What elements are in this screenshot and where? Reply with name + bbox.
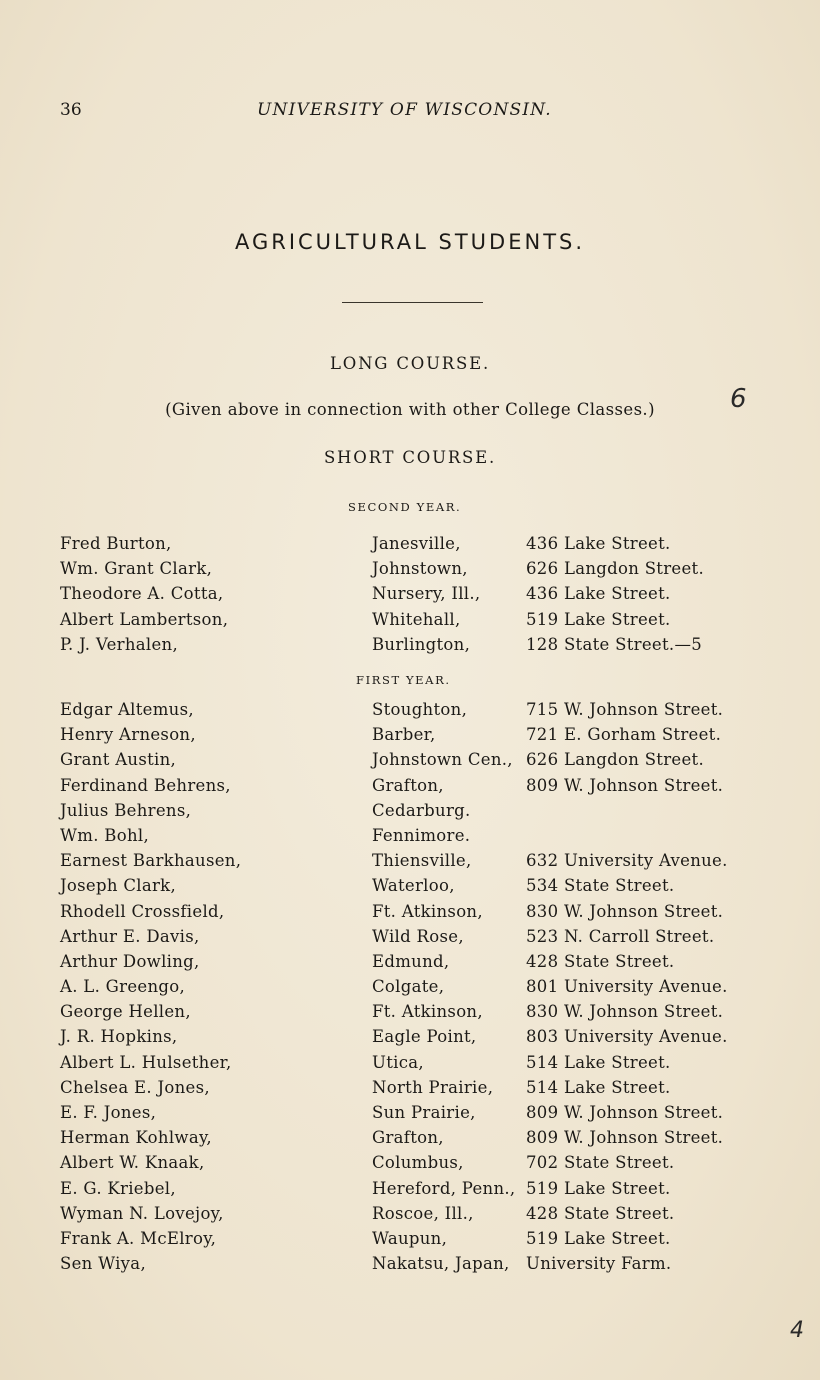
list-item <box>0 1128 820 1153</box>
student-town: Sun Prairie, <box>372 1103 476 1122</box>
student-town: Johnstown Cen., <box>372 750 513 770</box>
list-item <box>0 1103 820 1128</box>
student-name: Albert Lambertson, <box>60 609 229 629</box>
list-item <box>0 1078 820 1103</box>
student-address: 809 W. Johnson Street. <box>526 775 724 795</box>
list-item <box>0 1229 820 1254</box>
student-name: Albert L. Hulsether, <box>60 1052 232 1072</box>
student-address: 428 State Street. <box>526 1203 675 1223</box>
student-name: Chelsea E. Jones, <box>60 1077 210 1097</box>
student-address: 519 Lake Street. <box>526 1228 671 1248</box>
student-name: Rhodell Crossfield, <box>60 901 225 921</box>
margin-mark-bottom: 4 <box>790 1318 804 1343</box>
student-town: Columbus, <box>372 1153 464 1173</box>
student-town: Utica, <box>372 1052 424 1072</box>
student-address: 428 State Street. <box>526 951 675 971</box>
student-name: Wm. Bohl, <box>60 825 150 845</box>
student-town: North Prairie, <box>372 1077 494 1097</box>
student-address: 632 University Avenue. <box>526 851 728 871</box>
student-name: E. G. Kriebel, <box>60 1178 176 1198</box>
student-town: Barber, <box>372 725 436 745</box>
student-address: 830 W. Johnson Street. <box>526 901 724 921</box>
list-item <box>0 826 820 851</box>
student-town: Grafton, <box>372 775 444 795</box>
student-name: Joseph Clark, <box>60 876 176 896</box>
student-town: Roscoe, Ill., <box>372 1203 474 1223</box>
student-address: University Farm. <box>526 1254 672 1274</box>
student-town: Colgate, <box>372 977 445 997</box>
student-town: Nursery, Ill., <box>372 584 481 604</box>
student-address: 523 N. Carroll Street. <box>526 926 715 946</box>
list-item <box>0 700 820 725</box>
student-name: Herman Kohlway, <box>60 1128 212 1148</box>
student-town: Burlington, <box>372 634 471 654</box>
student-name: Henry Arneson, <box>60 725 196 745</box>
student-town: Ft. Atkinson, <box>372 1002 483 1022</box>
list-item <box>0 1179 820 1204</box>
list-item <box>0 1002 820 1027</box>
student-town: Wild Rose, <box>372 926 464 946</box>
list-item <box>0 977 820 1002</box>
student-name: Arthur Dowling, <box>60 951 200 971</box>
student-name: Ferdinand Behrens, <box>60 775 231 795</box>
student-name: George Hellen, <box>60 1002 191 1022</box>
student-town: Ft. Atkinson, <box>372 901 483 921</box>
student-name: P. J. Verhalen, <box>60 634 179 654</box>
student-name: Wyman N. Lovejoy, <box>60 1203 224 1223</box>
student-town: Waterloo, <box>372 876 455 896</box>
student-address: 809 W. Johnson Street. <box>526 1128 724 1148</box>
student-town: Whitehall, <box>372 609 461 629</box>
list-item <box>0 610 820 635</box>
student-address: 514 Lake Street. <box>526 1052 671 1072</box>
list-item <box>0 635 820 660</box>
student-name: J. R. Hopkins, <box>60 1027 178 1047</box>
student-address: 436 Lake Street. <box>526 534 671 553</box>
student-name: Wm. Grant Clark, <box>60 559 213 579</box>
list-item <box>0 902 820 927</box>
title-divider <box>342 302 483 303</box>
list-item <box>0 927 820 952</box>
list-item <box>0 801 820 826</box>
student-name: E. F. Jones, <box>60 1103 157 1122</box>
list-item <box>0 1053 820 1078</box>
list-item <box>0 534 820 559</box>
student-name: Grant Austin, <box>60 750 177 770</box>
student-address: 519 Lake Street. <box>526 609 671 629</box>
journal-title: UNIVERSITY OF WISCONSIN. <box>257 100 552 120</box>
running-head <box>60 100 760 126</box>
student-address: 830 W. Johnson Street. <box>526 1002 724 1022</box>
long-course-heading: LONG COURSE. <box>329 354 491 373</box>
student-address: 721 E. Gorham Street. <box>526 725 722 745</box>
student-address: 801 University Avenue. <box>526 977 728 997</box>
list-item <box>0 1027 820 1052</box>
student-address: 715 W. Johnson Street. <box>526 700 724 719</box>
student-name: A. L. Greengo, <box>60 977 186 997</box>
student-town: Nakatsu, Japan, <box>372 1254 510 1274</box>
list-item <box>0 776 820 801</box>
student-town: Stoughton, <box>372 700 468 719</box>
student-town: Thiensville, <box>372 851 472 871</box>
long-course-note: (Given above in connection with other College Classes.) <box>165 400 655 419</box>
page-title: AGRICULTURAL STUDENTS. <box>234 230 586 254</box>
margin-mark-top: 6 <box>730 384 747 414</box>
first-year-list <box>0 700 820 1279</box>
list-item <box>0 725 820 750</box>
student-town: Fennimore. <box>372 825 471 845</box>
list-item <box>0 750 820 775</box>
student-name: Frank A. McElroy, <box>60 1228 217 1248</box>
short-course-heading: SHORT COURSE. <box>323 448 497 467</box>
student-name: Theodore A. Cotta, <box>60 584 224 604</box>
list-item <box>0 1204 820 1229</box>
first-year-heading: FIRST YEAR. <box>356 673 451 687</box>
second-year-heading: SECOND YEAR. <box>348 500 462 514</box>
student-name: Julius Behrens, <box>60 800 192 820</box>
student-town: Eagle Point, <box>372 1027 477 1047</box>
student-address: 626 Langdon Street. <box>526 750 705 770</box>
student-town: Grafton, <box>372 1128 444 1148</box>
student-address: 519 Lake Street. <box>526 1178 671 1198</box>
student-town: Edmund, <box>372 951 450 971</box>
student-address: 128 State Street.—5 <box>526 634 703 654</box>
page-number: 36 <box>60 100 82 120</box>
student-name: Albert W. Knaak, <box>60 1153 205 1173</box>
student-town: Janesville, <box>372 534 461 553</box>
student-town: Johnstown, <box>372 559 468 579</box>
student-town: Cedarburg. <box>372 800 471 820</box>
list-item <box>0 1254 820 1279</box>
student-address: 514 Lake Street. <box>526 1077 671 1097</box>
list-item <box>0 851 820 876</box>
list-item <box>0 952 820 977</box>
list-item <box>0 584 820 609</box>
student-address: 534 State Street. <box>526 876 675 896</box>
student-town: Waupun, <box>372 1228 448 1248</box>
list-item <box>0 559 820 584</box>
student-name: Earnest Barkhausen, <box>60 851 242 871</box>
student-name: Arthur E. Davis, <box>60 926 200 946</box>
student-address: 702 State Street. <box>526 1153 675 1173</box>
student-name: Fred Burton, <box>60 534 172 553</box>
student-address: 809 W. Johnson Street. <box>526 1103 724 1122</box>
student-address: 436 Lake Street. <box>526 584 671 604</box>
student-name: Edgar Altemus, <box>60 700 194 719</box>
student-address: 626 Langdon Street. <box>526 559 705 579</box>
list-item <box>0 1153 820 1178</box>
student-name: Sen Wiya, <box>60 1254 146 1274</box>
second-year-list <box>0 534 820 660</box>
list-item <box>0 876 820 901</box>
student-address: 803 University Avenue. <box>526 1027 728 1047</box>
student-town: Hereford, Penn., <box>372 1178 516 1198</box>
